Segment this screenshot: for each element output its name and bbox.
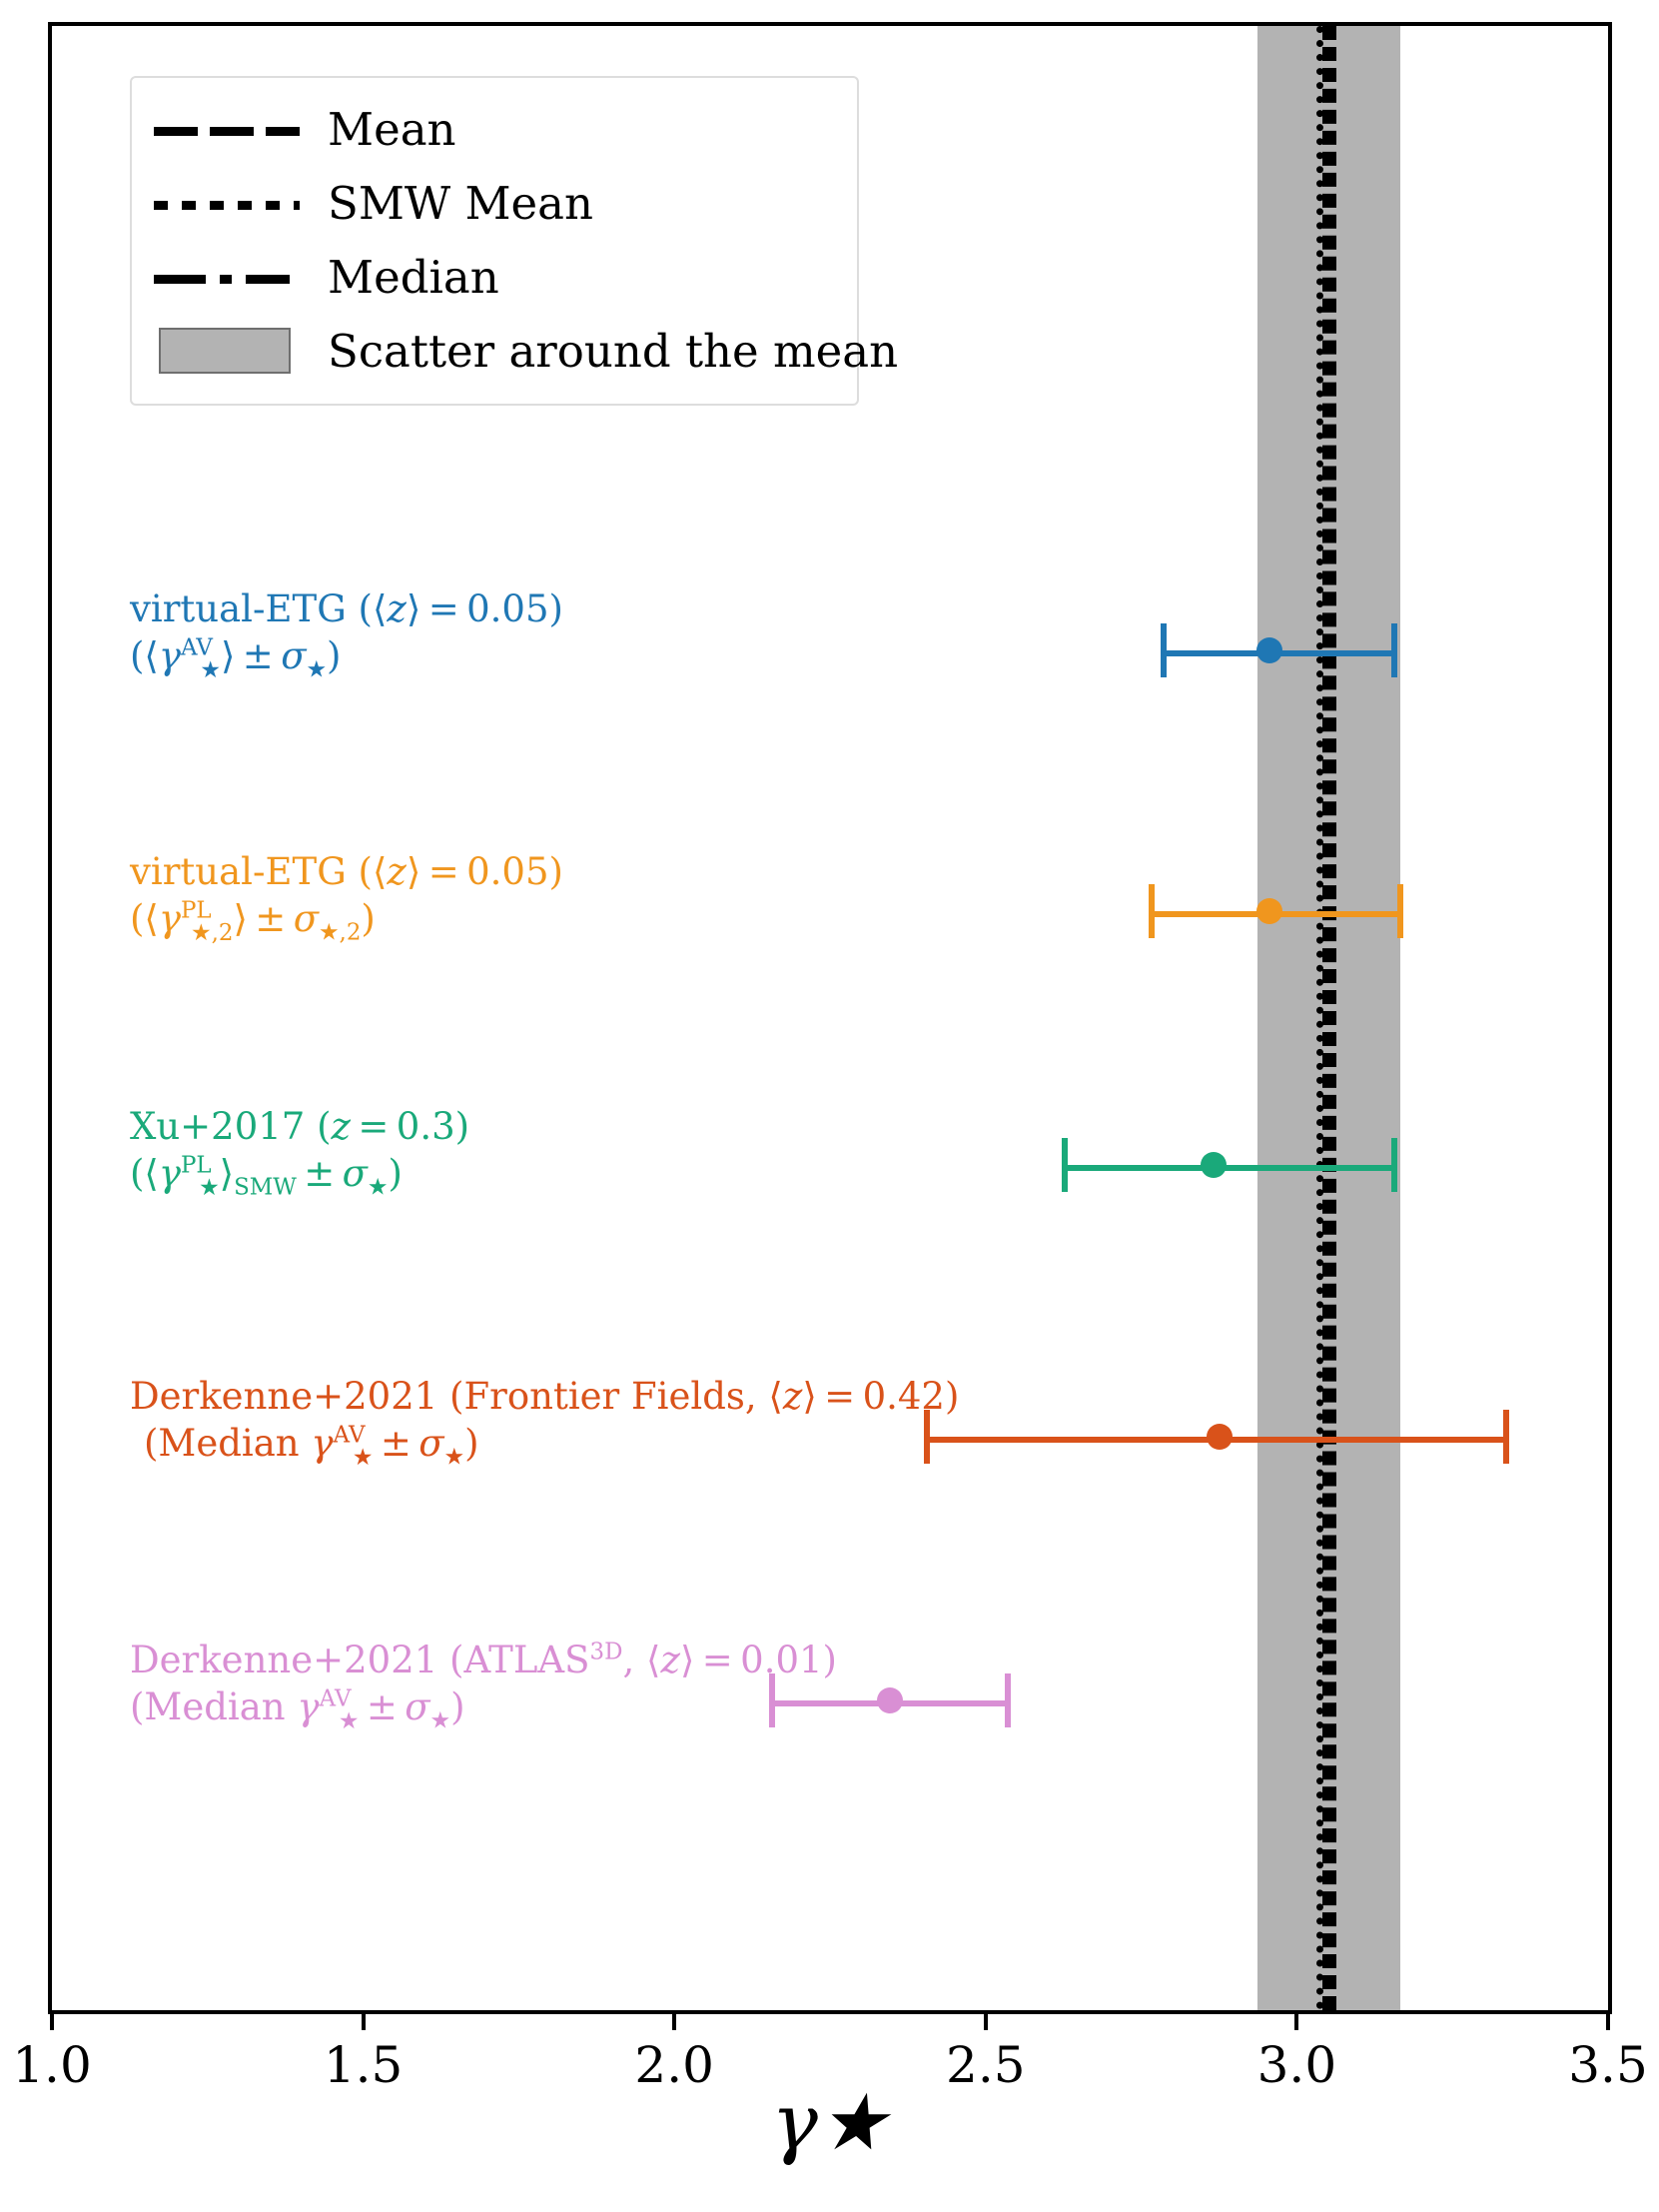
x-tick-label: 3.5 bbox=[1568, 2036, 1648, 2094]
errorbar-cap-low bbox=[1149, 884, 1155, 938]
plot-area bbox=[48, 22, 1612, 2014]
errorbar-cap-low bbox=[924, 1410, 930, 1464]
legend-item-scatter bbox=[150, 314, 899, 388]
dotted-line-icon bbox=[150, 180, 300, 226]
x-axis-label: γ★ bbox=[771, 2078, 888, 2168]
series-label-0-line2: $(⟨\gamma^{AV}_★⟩ \pm \sigma_★)$ bbox=[130, 634, 342, 683]
x-tick bbox=[362, 2014, 366, 2030]
shaded-band-icon bbox=[150, 328, 300, 374]
errorbar-line bbox=[1065, 1165, 1394, 1171]
errorbar-cap-low bbox=[1062, 1138, 1068, 1192]
dashdot-line-icon bbox=[150, 254, 300, 300]
x-tick-label: 2.5 bbox=[946, 2036, 1026, 2094]
errorbar-cap-low bbox=[1161, 623, 1167, 677]
errorbar-cap-high bbox=[1005, 1673, 1011, 1727]
x-tick bbox=[50, 2014, 54, 2030]
errorbar-cap-high bbox=[1503, 1410, 1509, 1464]
series-label-4 bbox=[130, 1637, 837, 1736]
legend-label-scatter: Scatter around the mean bbox=[328, 324, 899, 378]
series-label-2-line2: $(⟨\gamma^{PL}_★⟩_{SMW} \pm \sigma_★)$ bbox=[130, 1152, 403, 1201]
series-label-1-line1: virtual-ETG (⟨z⟩ = 0.05) bbox=[130, 850, 563, 893]
series-label-2 bbox=[130, 1103, 469, 1203]
legend-item-smw-mean bbox=[150, 166, 839, 240]
x-tick bbox=[672, 2014, 676, 2030]
x-tick bbox=[984, 2014, 988, 2030]
x-tick bbox=[1606, 2014, 1610, 2030]
series-label-1 bbox=[130, 848, 563, 948]
data-point bbox=[1201, 1152, 1227, 1178]
errorbar-cap-high bbox=[1391, 1138, 1397, 1192]
data-point bbox=[1207, 1424, 1233, 1450]
legend-label-median: Median bbox=[328, 250, 499, 304]
data-point bbox=[877, 1687, 903, 1713]
x-tick-label: 1.0 bbox=[12, 2036, 92, 2094]
series-label-0-line1: virtual-ETG (⟨z⟩ = 0.05) bbox=[130, 587, 563, 630]
errorbar-cap-high bbox=[1397, 884, 1403, 938]
series-label-2-line1: Xu+2017 (z = 0.3) bbox=[130, 1105, 470, 1148]
legend-label-mean: Mean bbox=[328, 102, 456, 156]
x-tick-label: 1.5 bbox=[323, 2036, 404, 2094]
legend-item-median bbox=[150, 240, 839, 314]
errorbar-cap-high bbox=[1391, 623, 1397, 677]
legend bbox=[130, 76, 899, 406]
x-tick bbox=[1294, 2014, 1298, 2030]
series-label-0 bbox=[130, 585, 563, 685]
smw-mean-line bbox=[1316, 26, 1323, 2010]
series-label-3-line2: (Median $\gamma^{AV}_★ \pm \sigma_★$) bbox=[144, 1422, 479, 1471]
legend-item-mean bbox=[150, 92, 839, 166]
dashed-line-icon bbox=[150, 106, 300, 152]
x-tick-label: 2.0 bbox=[634, 2036, 714, 2094]
series-label-4-line2: (Median $\gamma^{AV}_★ \pm \sigma_★$) bbox=[130, 1685, 465, 1734]
legend-label-smw-mean: SMW Mean bbox=[328, 176, 593, 230]
series-label-3-line1: Derkenne+2021 (Frontier Fields, ⟨z⟩ = 0.42) bbox=[130, 1375, 960, 1418]
median-line bbox=[1329, 26, 1336, 2010]
x-tick-label: 3.0 bbox=[1256, 2036, 1337, 2094]
series-label-4-line1: Derkenne+2021 ($ATLAS^{3D}$, ⟨z⟩ = 0.01) bbox=[130, 1639, 837, 1681]
errorbar-cap-low bbox=[769, 1673, 775, 1727]
series-label-3 bbox=[130, 1373, 959, 1473]
series-label-1-line2: $(⟨\gamma^{PL}_{★,2}⟩ \pm \sigma_{★,2})$ bbox=[130, 897, 376, 946]
